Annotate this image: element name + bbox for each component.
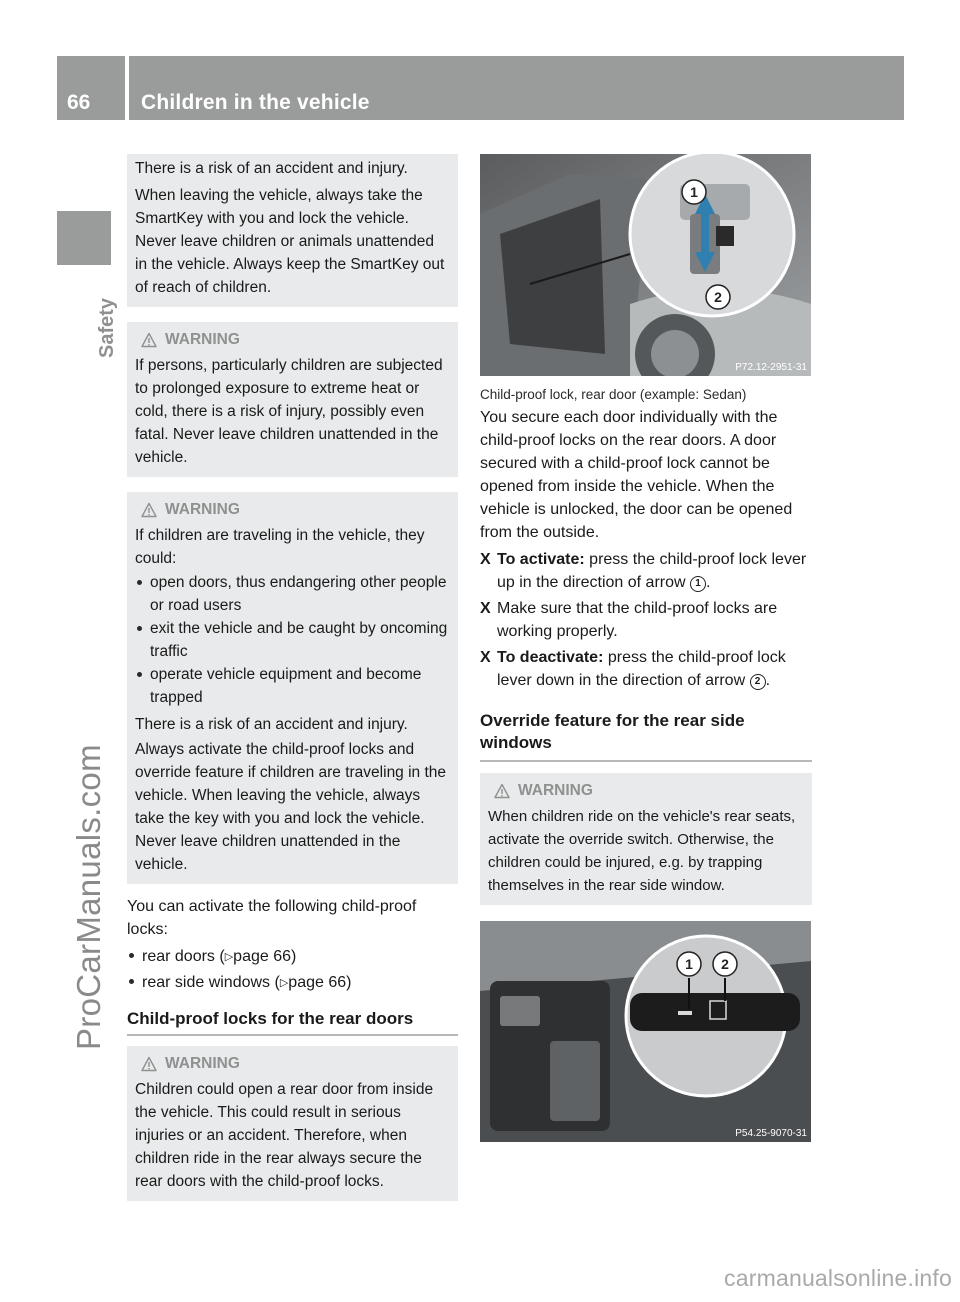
side-watermark-text: ProCarManuals.com: [70, 744, 107, 1050]
page-ref[interactable]: page 66): [233, 948, 297, 965]
box-intro: If children are traveling in the vehicle, they could:: [135, 527, 425, 567]
right-column: [480, 154, 812, 1142]
step-x-icon: X: [480, 649, 491, 666]
warning-heading-text: WARNING: [165, 331, 240, 348]
step-text: press the child-proof lock lever up in the direction of arrow: [497, 551, 807, 591]
warning-triangle-icon: [141, 502, 157, 518]
warning-box-override: [480, 773, 812, 905]
warning-box-heat: [127, 322, 458, 477]
warning-heading: [135, 1052, 450, 1076]
bullet-item: open doors, thus endangering other people or road users: [135, 571, 450, 617]
page-ref-triangle-icon: ▷: [279, 977, 289, 989]
bullet-list: [135, 571, 450, 709]
warning-triangle-icon: [494, 783, 510, 799]
step-text: press the child-proof lock lever down in the direction of arrow: [497, 649, 786, 689]
list-text: rear doors (: [142, 948, 225, 965]
page-ref[interactable]: page 66): [288, 974, 352, 991]
door-lock-illustration: [480, 154, 811, 376]
box-paragraph: If persons, particularly children are subjected to prolonged exposure to extreme heat or cold, there is a risk of injury, possibly even fatal. Never leave children unattended in the vehicle.: [135, 357, 443, 466]
instruction-step: [480, 548, 812, 594]
arrow-ref-marker: 1: [690, 576, 706, 592]
figure-marker-2: 2: [721, 956, 729, 972]
figure-override-switch: [480, 921, 811, 1142]
section-label-text: Safety: [96, 297, 118, 358]
figure-marker-1: 1: [690, 184, 698, 200]
bullet-item: exit the vehicle and be caught by oncoming traffic: [135, 617, 450, 663]
step-x-icon: X: [480, 600, 491, 617]
figure-code: P54.25-9070-31: [735, 1128, 807, 1139]
page-number: 66: [67, 91, 91, 114]
lock-list: [127, 944, 458, 996]
step-end: .: [765, 672, 771, 689]
body-intro: You can activate the following child-proof locks:: [127, 898, 417, 938]
box-paragraph: There is a risk of an accident and injury.: [135, 160, 408, 177]
warning-heading: [488, 779, 804, 803]
step-label: To activate:: [497, 551, 585, 568]
section-tab-marker: [57, 211, 111, 265]
box-paragraph: Always activate the child-proof locks and override feature if children are traveling in the vehicle. When leaving the vehicle, always take the key with you and lock the vehicle. Never leave children unattended in the vehicle.: [135, 741, 447, 873]
lock-list-item: [127, 970, 458, 996]
instruction-step: [480, 597, 812, 643]
warning-heading-text: WARNING: [165, 501, 240, 518]
step-label: To deactivate:: [497, 649, 604, 666]
warning-heading-text: WARNING: [165, 1055, 240, 1072]
warning-box-children: [127, 492, 458, 884]
footer-watermark: carmanualsonline.info: [724, 1265, 952, 1291]
warning-box-continued: [127, 154, 458, 307]
left-column: [127, 154, 458, 1201]
figure-caption: Child-proof lock, rear door (example: Sedan): [480, 387, 747, 402]
arrow-ref-marker: 2: [750, 674, 766, 690]
box-paragraph: There is a risk of an accident and injury.: [135, 716, 408, 733]
section-heading: Child-proof locks for the rear doors: [127, 1009, 414, 1028]
lock-list-item: [127, 944, 458, 970]
page-ref-triangle-icon: ▷: [224, 951, 234, 963]
override-switch-illustration: [480, 921, 811, 1142]
step-end: .: [706, 574, 711, 591]
warning-triangle-icon: [141, 1056, 157, 1072]
box-paragraph: Children could open a rear door from inside the vehicle. This could result in serious injuries or an accident. Therefore, when children ride in the rear always secure the rear doors with the child-proof locks.: [135, 1081, 434, 1190]
page-number-tab: [57, 56, 125, 120]
warning-box-doors: [127, 1046, 458, 1201]
chapter-title: Children in the vehicle: [141, 91, 370, 114]
instruction-step: [480, 646, 812, 692]
warning-heading-text: WARNING: [518, 782, 593, 799]
figure-marker-1: 1: [685, 956, 693, 972]
section-label: [66, 274, 118, 364]
warning-triangle-icon: [141, 332, 157, 348]
figure-door-lock: [480, 154, 811, 376]
header-bar: [129, 56, 904, 120]
box-paragraph: When leaving the vehicle, always take the SmartKey with you and lock the vehicle. Never leave children or animals unattended in the vehicle. Always keep the SmartKey out of reach of children.: [135, 187, 445, 296]
step-text: Make sure that the child-proof locks are working properly.: [497, 600, 778, 640]
bullet-item: operate vehicle equipment and become trapped: [135, 663, 450, 709]
section-heading: Override feature for the rear side windows: [480, 711, 745, 752]
figure-marker-2: 2: [714, 289, 722, 305]
box-paragraph: When children ride on the vehicle's rear seats, activate the override switch. Otherwise, the children could be injured, e.g. by trapping themselves in the rear side window.: [488, 808, 796, 894]
warning-heading: [135, 498, 450, 522]
step-x-icon: X: [480, 551, 491, 568]
body-paragraph: You secure each door individually with the child-proof locks on the rear doors. A door secured with a child-proof lock cannot be opened from inside the vehicle. When the vehicle is unlocked, the door can be opened from the outside.: [480, 409, 793, 541]
list-text: rear side windows (: [142, 974, 280, 991]
figure-code: P72.12-2951-31: [735, 362, 807, 373]
warning-heading: [135, 328, 450, 352]
